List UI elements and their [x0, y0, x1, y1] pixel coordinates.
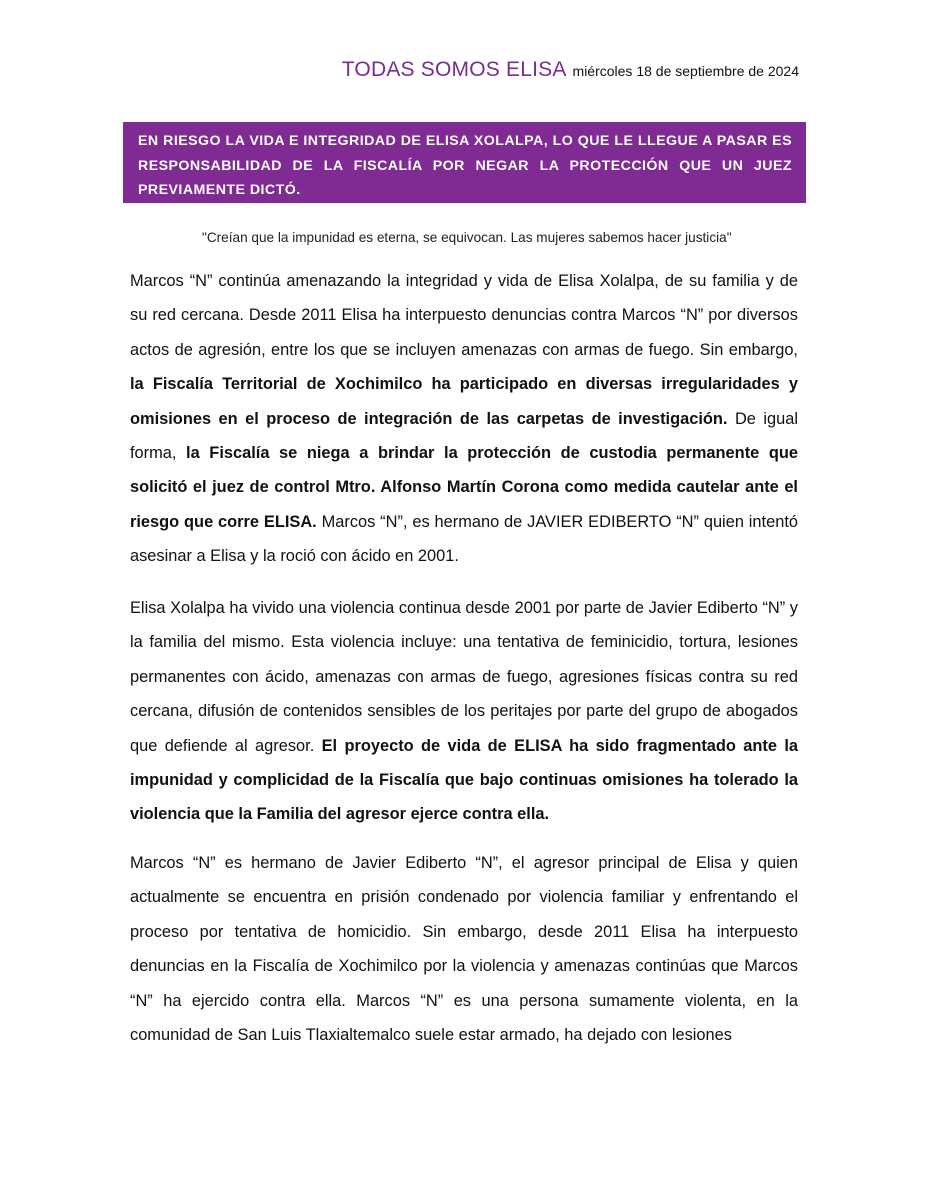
- campaign-title: TODAS SOMOS ELISA: [341, 58, 567, 81]
- document-header: [342, 58, 799, 82]
- p1-bold-2: la Fiscalía se niega a brindar la protección de custodia permanente que solicitó el juez de control Mtro. Alfonso Martín Corona como medida cautelar ante el riesgo que corre ELISA.: [130, 444, 798, 531]
- p1-text-1: Marcos “N” continúa amenazando la integridad y vida de Elisa Xolalpa, de su familia y de su red cercana. Desde 2011 Elisa ha interpuesto denuncias contra Marcos “N” por diversos actos de agresión, entre los que se incluyen amenazas con armas de fuego. Sin embargo,: [130, 272, 798, 359]
- epigraph-quote: "Creían que la impunidad es eterna, se equivocan. Las mujeres sabemos hacer justicia": [202, 230, 732, 245]
- p2-bold-1: El proyecto de vida de ELISA ha sido fragmentado ante la impunidad y complicidad de la Fiscalía que bajo continuas omisiones ha tolerado la violencia que la Familia del agresor ejerce contra ella.: [130, 736, 798, 824]
- p1-text-3: Marcos “N”, es hermano de JAVIER EDIBERTO “N” quien intentó asesinar a Elisa y la roció con ácido en 2001.: [130, 512, 799, 566]
- body-paragraph-1: [130, 264, 798, 574]
- body-paragraph-3: [130, 846, 798, 1052]
- headline-text: EN RIESGO LA VIDA E INTEGRIDAD DE ELISA XOLALPA, LO QUE LE LLEGUE A PASAR ES RESPONSABILIDAD DE LA FISCALÍA POR NEGAR LA PROTECCIÓN QUE UN JUEZ PREVIAMENTE DICTÓ.: [138, 133, 792, 198]
- p2-text-1: Elisa Xolalpa ha vivido una violencia continua desde 2001 por parte de Javier Ediberto “N” y la familia del mismo. Esta violencia incluye: una tentativa de feminicidio, tortura, lesiones permanentes con ácido, amenazas con armas de fuego, agresiones físicas contra su red cercana, difusión de contenidos sensibles de los peritajes por parte del grupo de abogados que defiende al agresor.: [130, 599, 798, 755]
- body-paragraph-2: [130, 591, 798, 832]
- p1-text-2: De igual forma,: [130, 409, 798, 463]
- p1-bold-1: la Fiscalía Territorial de Xochimilco ha participado en diversas irregularidades y omisiones en el proceso de integración de las carpetas de investigación.: [130, 375, 798, 428]
- p3-text-1: Marcos “N” es hermano de Javier Ediberto “N”, el agresor principal de Elisa y quien actualmente se encuentra en prisión condenado por violencia familiar y enfrentando el proceso por tentativa de homicidio. Sin embargo, desde 2011 Elisa ha interpuesto denuncias en la Fiscalía de Xochimilco por la violencia y amenazas continúas que Marcos “N” ha ejercido contra ella. Marcos “N” es una persona sumamente violenta, en la comunidad de San Luis Tlaxialtemalco suele estar armado, ha dejado con lesiones: [130, 854, 798, 1045]
- headline-banner: [123, 122, 806, 203]
- document-date: miércoles 18 de septiembre de 2024: [572, 63, 799, 79]
